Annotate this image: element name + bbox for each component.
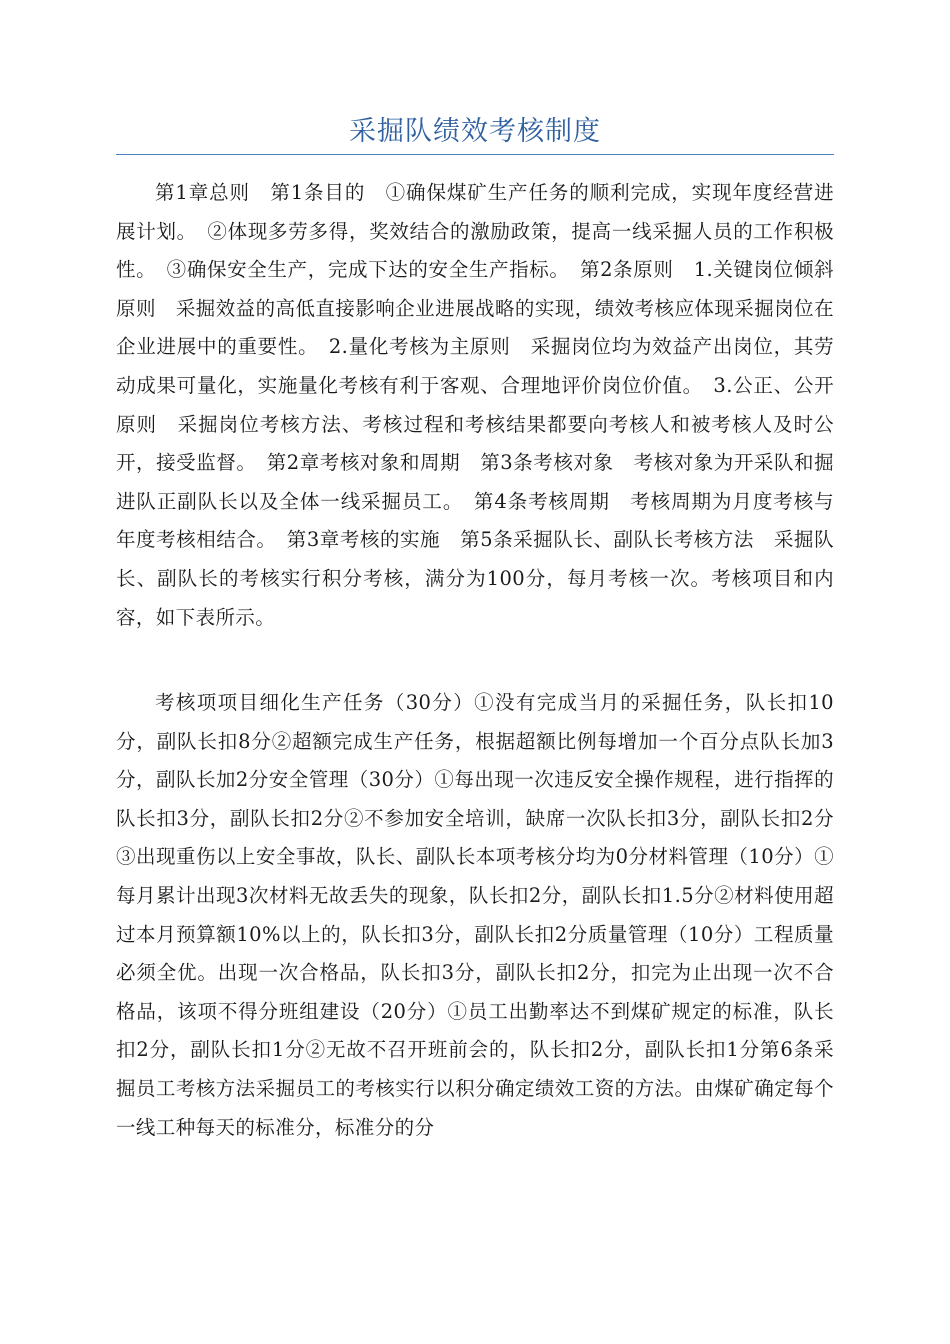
title-underline: [116, 154, 834, 155]
document-title: 采掘队绩效考核制度: [349, 116, 601, 147]
body-paragraph-2: 考核项项目细化生产任务（30分）①没有完成当月的采掘任务，队长扣10分，副队长扣8分②超额完成生产任务，根据超额比例每增加一个百分点队长加3分，副队长加2分安全管理（30分）①每出现一次违反安全操作规程，进行指挥的队长扣3分，副队长扣2分②不参加安全培训，缺席一次队长扣3分，副队长扣2分③出现重伤以上安全事故，队长、副队长本项考核分均为0分材料管理（10分）①每月累计出现3次材料无故丢失的现象，队长扣2分，副队长扣1.5分②材料使用超过本月预算额10%以上的，队长扣3分，副队长扣2分质量管理（10分）工程质量必须全优。出现一次合格品，队长扣3分，副队长扣2分，扣完为止出现一次不合格品，该项不得分班组建设（20分）①员工出勤率达不到煤矿规定的标准，队长扣2分，副队长扣1分②无故不召开班前会的，队长扣2分，副队长扣1分第6条采掘员工考核方法采掘员工的考核实行以积分确定绩效工资的方法。由煤矿确定每个一线工种每天的标准分，标准分的分: [116, 691, 834, 1139]
body-paragraph-1: 第1章总则 第1条目的 ①确保煤矿生产任务的顺利完成，实现年度经营进展计划。 ②体现多劳多得，奖效结合的激励政策，提高一线采掘人员的工作积极性。 ③确保安全生产，完成下达的安全生产指标。 第2条原则 1.关键岗位倾斜原则 采掘效益的高低直接影响企业进展战略的实现，绩效考核应体现采掘岗位在企业进展中的重要性。 2.量化考核为主原则 采掘岗位均为效益产出岗位，其劳动成果可量化，实施量化考核有利于客观、合理地评价岗位价值。 3.公正、公开原则 采掘岗位考核方法、考核过程和考核结果都要向考核人和被考核人及时公开，接受监督。 第2章考核对象和周期 第3条考核对象 考核对象为开采队和掘进队正副队长以及全体一线采掘员工。 第4条考核周期 考核周期为月度考核与年度考核相结合。 第3章考核的实施 第5条采掘队长、副队长考核方法 采掘队长、副队长的考核实行积分考核，满分为100分，每月考核一次。考核项目和内容，如下表所示。: [116, 181, 834, 629]
